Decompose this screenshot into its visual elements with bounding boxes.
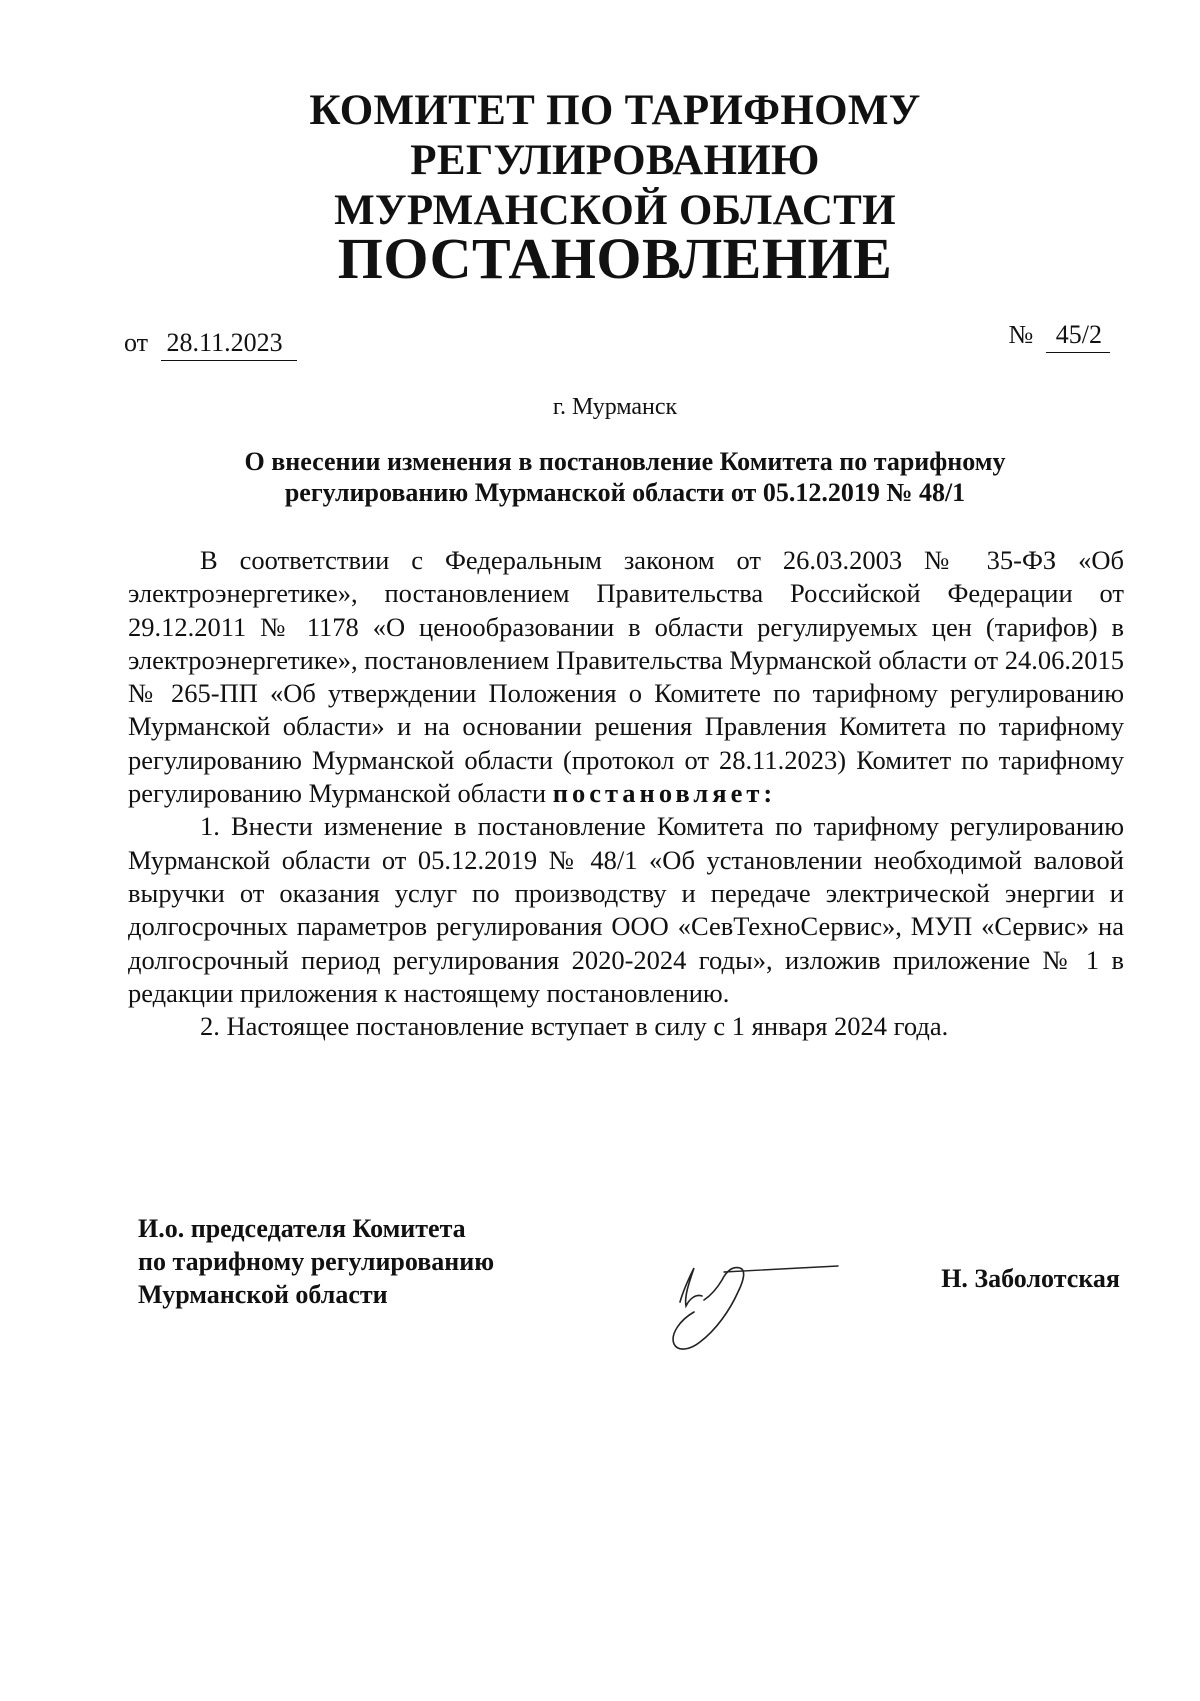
date-prefix: от	[124, 328, 149, 357]
committee-name-line2: МУРМАНСКОЙ ОБЛАСТИ	[334, 187, 896, 234]
signatory-title-line3: Мурманской области	[138, 1280, 388, 1309]
item-1-paragraph: 1. Внести изменение в постановление Комитета по тарифному регулированию Мурманской области от 05.12.2019 № 48/1 «Об установлении необходимой валовой выручки от оказания услуг по производству и передаче электрической энергии и долгосрочных параметров регулирования ООО «СевТехноСервис», МУП «Сервис» на долгосрочный период регулирования 2020-2024 годы», изложив приложение № 1 в редакции приложения к настоящему постановлению.	[128, 811, 1124, 1008]
signatory-title	[138, 1212, 494, 1311]
document-body	[128, 544, 1124, 1043]
document-date	[124, 326, 297, 361]
document-city: г. Мурманск	[552, 394, 678, 420]
document-subject	[130, 446, 1120, 508]
number-prefix: №	[1008, 320, 1034, 349]
document-number	[1008, 318, 1110, 353]
handwritten-signature	[660, 1250, 850, 1358]
item-2-paragraph: 2. Настоящее постановление вступает в силу с 1 января 2024 года.	[200, 1011, 949, 1042]
resolves-colon: :	[763, 778, 777, 809]
committee-name	[100, 86, 1130, 236]
preamble-paragraph	[128, 544, 1124, 810]
document-type-title: ПОСТАНОВЛЕНИЕ	[337, 226, 893, 291]
signer-name: Н. Заболотская	[941, 1264, 1120, 1293]
number-value: 45/2	[1046, 318, 1110, 353]
signatory-title-line2: по тарифному регулированию	[138, 1247, 495, 1276]
committee-name-line1: КОМИТЕТ ПО ТАРИФНОМУ РЕГУЛИРОВАНИЮ	[309, 87, 921, 184]
subject-line2: регулированию Мурманской области от 05.12.2019 № 48/1	[284, 478, 966, 507]
date-value: 28.11.2023	[161, 326, 297, 361]
subject-line1: О внесении изменения в постановление Комитета по тарифному	[244, 447, 1006, 476]
signatory-title-line1: И.о. председателя Комитета	[138, 1214, 466, 1243]
preamble-text: В соответствии с Федеральным законом от 26.03.2003 № 35-ФЗ «Об электроэнергетике», постановлением Правительства Российской Федерации от 29.12.2011 № 1178 «О ценообразовании в области регулируемых цен (тарифов) в электроэнергетике», постановлением Правительства Мурманской области от 24.06.2015 № 265-ПП «Об утверждении Положения о Комитете по тарифному регулированию Мурманской области» и на основании решения Правления Комитета по тарифному регулированию Мурманской области (протокол от 28.11.2023) Комитет по тарифному регулированию Мурманской области	[128, 545, 1124, 809]
resolves-word: постановляет	[552, 778, 764, 809]
